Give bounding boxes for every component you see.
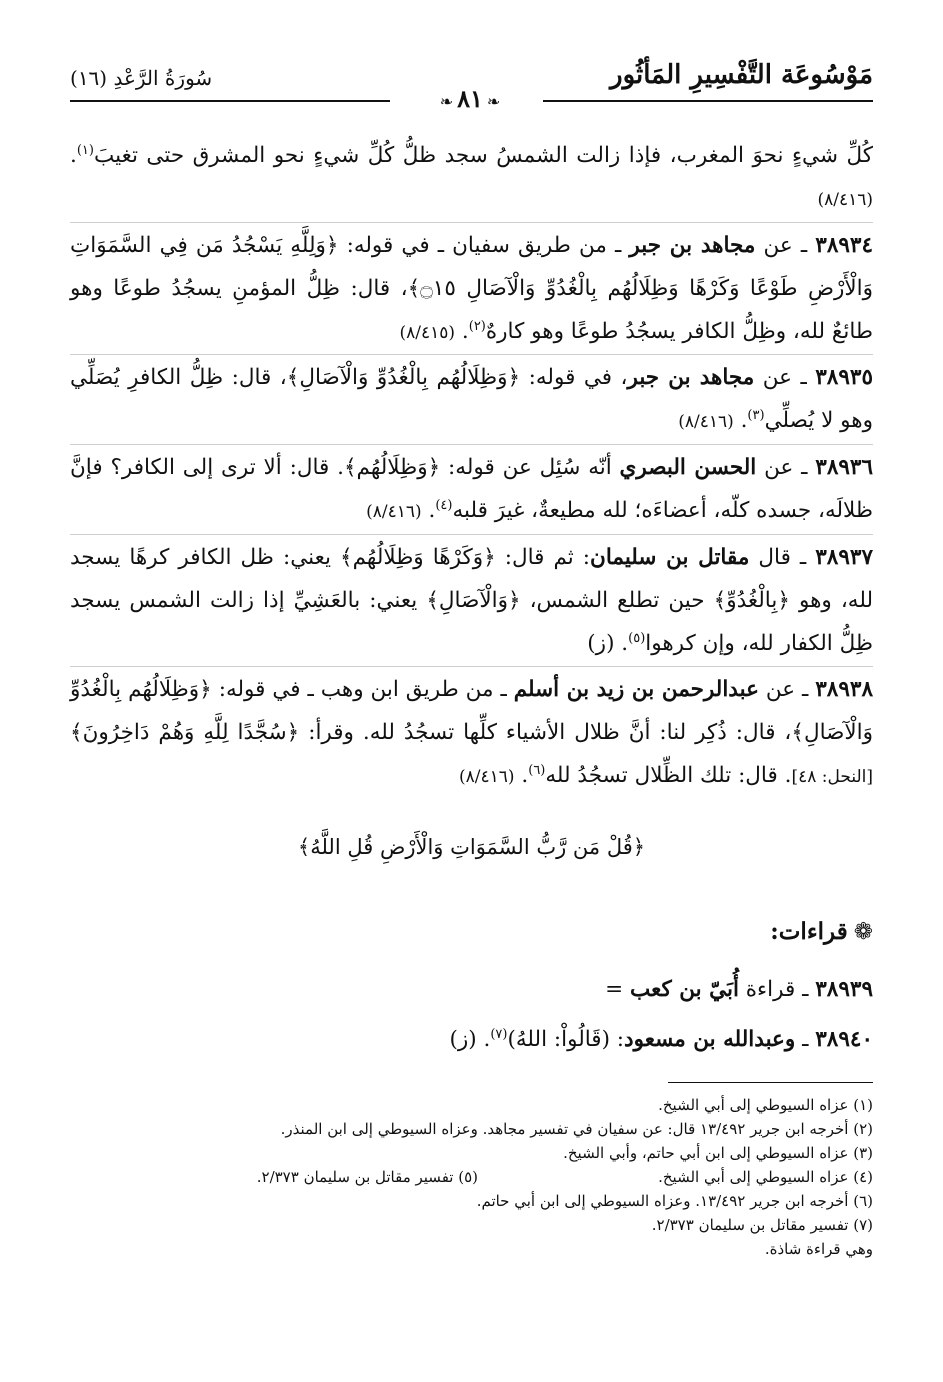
paragraph: ٣٨٩٣٤ ـ عن مجاهد بن جبر ـ من طريق سفيان ـ في قوله: ﴿وَلِلَّهِ يَسْجُدُ مَن فِي السَّمَوَاتِ وَالْأَرْضِ طَوْعًا وَكَرْهًا وَظِلَالُهُم بِالْغُدُوِّ وَالْآصَالِ ۝١٥﴾، قال: ظِلُّ المؤمنِ يسجُدُ طوعًا وهو طائعٌ لله، وظِلُّ الكافر يسجُدُ طوعًا وهو كارهٌ$^{(٢)}$. (٨/٤١٥) [70,233,874,344]
verse-heading: ﴿قُلْ مَن رَّبُّ السَّمَوَاتِ وَالْأَرْضِ قُلِ اللَّهُ﴾ [297,835,646,859]
header-rule-left [70,100,390,102]
divider [70,222,873,223]
footnote: (٣) عزاه السيوطي إلى ابن أبي حاتم، وأبي الشيخ. [563,1144,873,1162]
footnote: (٤) عزاه السيوطي إلى أبي الشيخ. [658,1168,873,1186]
paragraph: ٣٨٩٣٦ ـ عن الحسن البصري أنّه سُئِل عن قوله: ﴿وَظِلَالُهُم﴾. قال: ألا ترى إلى الكافر؟ فإنَّ ظلالَه، جسده كلّه، أعضاءَه؛ لله مطيعةٌ، غيرَ قلبه$^{(٤)}$. (٨/٤١٦) [70,455,874,523]
book-title: مَوْسُوعَة التَّفْسِيرِ المَأثُور [610,60,873,90]
header-rule-right [543,100,873,102]
divider [70,354,873,355]
page-number-block [410,84,530,113]
footnote: (٦) أخرجه ابن جرير ١٣/٤٩٢. وعزاه السيوطي إلى ابن أبي حاتم. [476,1192,873,1210]
surah-title: سُورَةُ الرَّعْدِ (١٦) [70,66,213,90]
footnote-row [70,1165,873,1189]
flower-icon: ❁ [853,919,873,945]
running-header [70,56,873,113]
qiraa-entry: ٣٨٩٤٠ ـ وعبدالله بن مسعود: (قَالُواْ: اللهُ)$^{(٧)}$. (ز) [449,1026,873,1052]
divider [70,666,873,667]
ornament-icon: ❧ [486,92,501,111]
paragraph: ٣٨٩٣٥ ـ عن مجاهد بن جبر، في قوله: ﴿وَظِلَالُهُم بِالْغُدُوِّ وَالْآصَالِ﴾، قال: ظِلُّ الكافرِ يُصَلِّي وهو لا يُصلِّي$^{(٣)}$. (٨/٤١٦) [70,365,873,433]
footnote: (٢) أخرجه ابن جرير ١٣/٤٩٢ قال: عن سفيان في تفسير مجاهد. وعزاه السيوطي إلى ابن المنذر. [280,1120,873,1138]
paragraph: ٣٨٩٣٧ ـ قال مقاتل بن سليمان: ثم قال: ﴿وَكَرْهًا وَظِلَالُهُم﴾ يعني: ظل الكافر كرهًا يسجد لله، وهو ﴿بِالْغُدُوِّ﴾ حين تطلع الشمس، ﴿وَالْآصَالِ﴾ يعني: بالعَشِيِّ إذا زالت الشمس يسجد ظِلُّ الكفار لله، وإن كرهوا$^{(٥)}$. (ز) [70,545,873,656]
qiraa-entry: ٣٨٩٣٩ ـ قراءة أُبَيّ بن كعب = [605,977,873,1002]
footnote: (٧) تفسير مقاتل بن سليمان ٢/٣٧٣. [651,1216,873,1234]
document-page [70,0,873,1382]
footnotes [70,1093,873,1261]
footnote: (٥) تفسير مقاتل بن سليمان ٢/٣٧٣. [256,1168,478,1186]
section-heading [770,918,873,945]
divider [70,444,873,445]
page-number: ٨١ [457,84,483,113]
footnote-rule [668,1082,873,1083]
divider [70,534,873,535]
paragraph: ٣٨٩٣٨ ـ عن عبدالرحمن بن زيد بن أسلم ـ من طريق ابن وهب ـ في قوله: ﴿وَظِلَالُهُم بِالْغُدُوِّ وَالْآصَالِ﴾، قال: ذُكِر لنا: أنَّ ظلال الأشياء كلِّها تسجُدُ لله. وقرأ: ﴿سُجَّدًا لِلَّهِ وَهُمْ دَاخِرُونَ﴾ [النحل: ٤٨]. قال: تلك الظِّلال تسجُدُ لله$^{(٦)}$. (٨/٤١٦) [70,677,873,788]
paragraph: كُلِّ شيءٍ نحوَ المغرب، فإذا زالت الشمسُ سجد ظلُّ كُلِّ شيءٍ نحو المشرق حتى تغيبَ$^{(١)}$. (٨/٤١٦) [70,142,873,210]
footnote: (١) عزاه السيوطي إلى أبي الشيخ. [658,1096,873,1114]
section-title: قراءات: [770,918,848,945]
ornament-icon: ❧ [439,92,454,111]
footnote: وهي قراءة شاذة. [764,1240,873,1258]
